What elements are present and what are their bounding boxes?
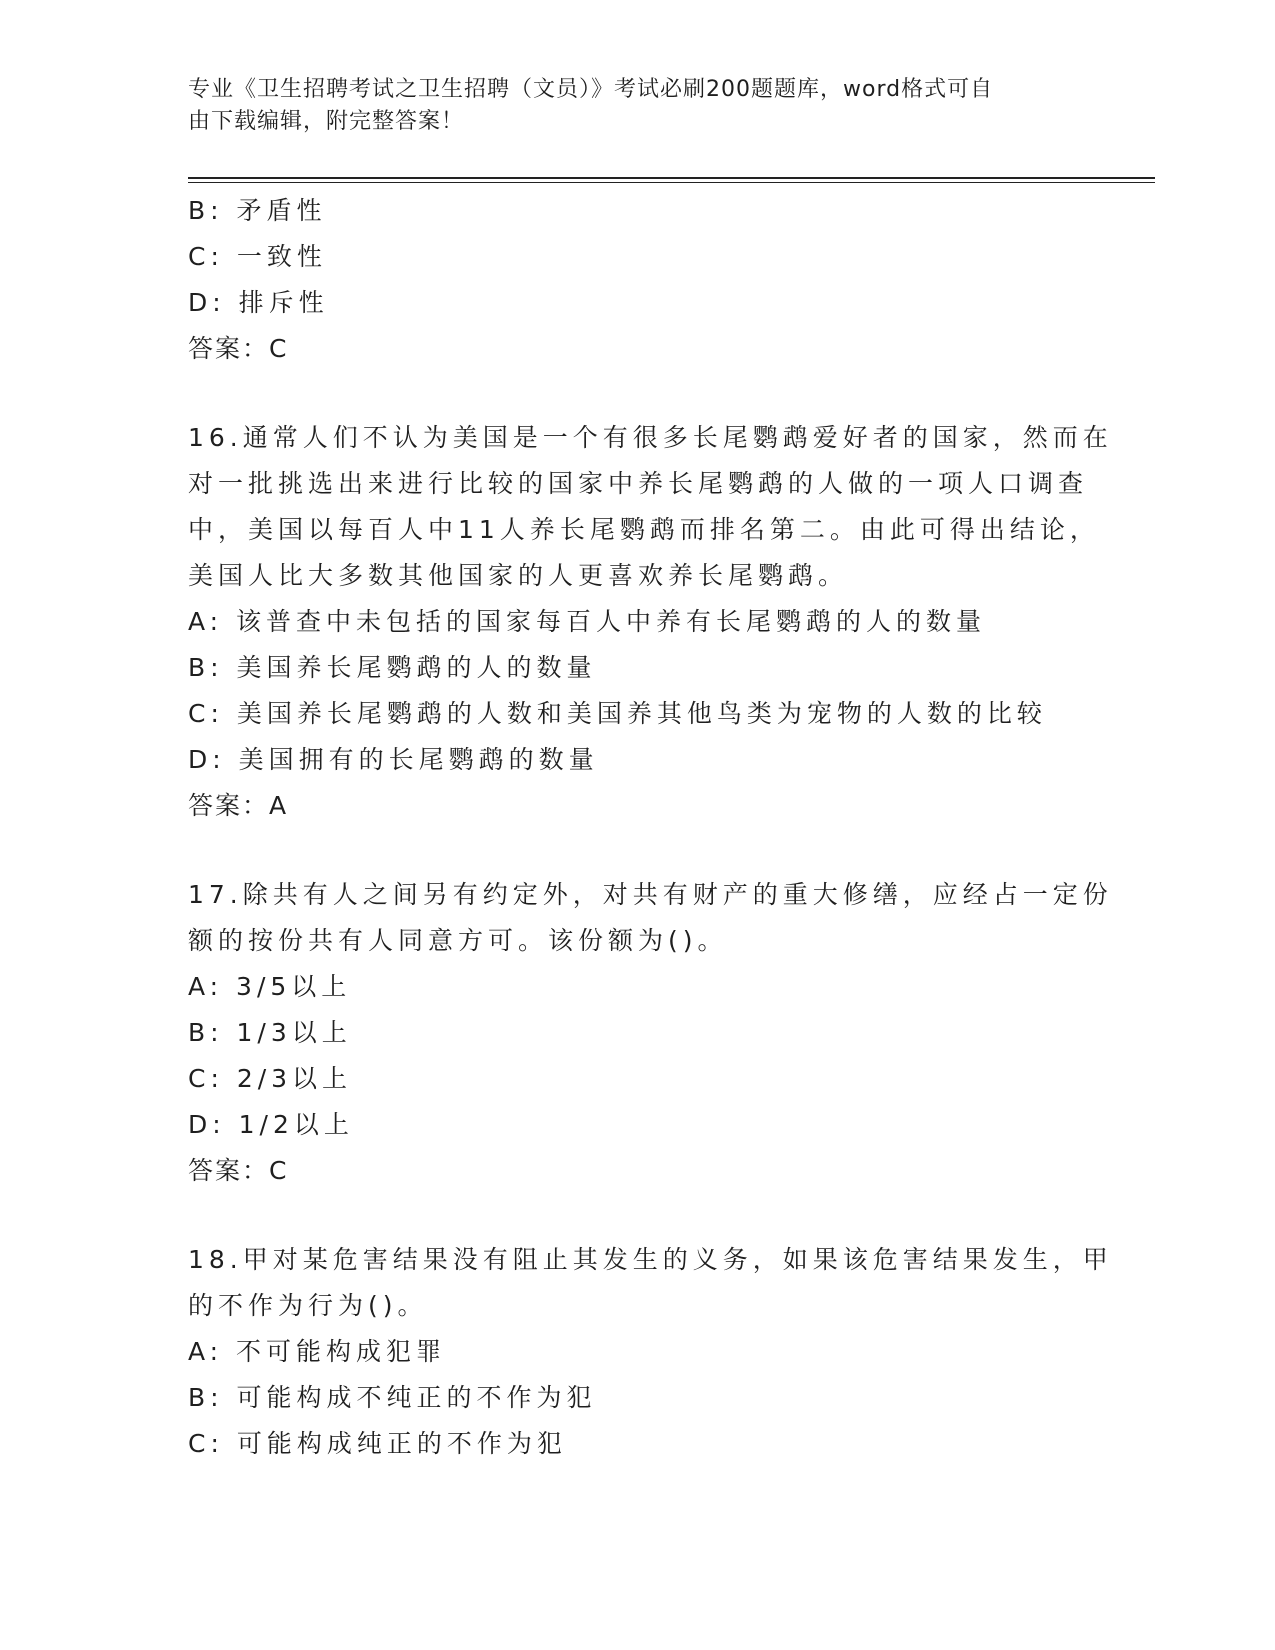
option-c: C: 一致性 [188, 242, 327, 271]
question-text-line: 对一批挑选出来进行比较的国家中养长尾鹦鹉的人做的一项人口调查 [188, 469, 1089, 498]
question-18 [188, 1237, 1113, 1467]
question-15-continued [188, 188, 1088, 372]
question-text-line: 的不作为行为()。 [188, 1291, 428, 1320]
page-header [188, 74, 1088, 138]
option-c: C: 2/3以上 [188, 1064, 353, 1093]
question-text-line: 中，美国以每百人中11人养长尾鹦鹉而排名第二。由此可得出结论， [188, 515, 1100, 544]
option-b: B: 1/3以上 [188, 1018, 352, 1047]
option-b: B: 矛盾性 [188, 196, 327, 225]
answer: 答案：C [188, 1156, 289, 1185]
option-a: A: 3/5以上 [188, 972, 352, 1001]
header-divider-thick [188, 177, 1155, 179]
question-list [188, 188, 1113, 1467]
option-a: A: 该普查中未包括的国家每百人中养有长尾鹦鹉的人的数量 [188, 607, 987, 636]
question-text-line: 额的按份共有人同意方可。该份额为()。 [188, 926, 728, 955]
question-17 [188, 872, 1113, 1194]
question-text-line: 17.除共有人之间另有约定外，对共有财产的重大修缮，应经占一定份 [188, 880, 1113, 909]
header-line-2: 由下载编辑，附完整答案！ [188, 109, 465, 134]
question-text-line: 18.甲对某危害结果没有阻止其发生的义务，如果该危害结果发生，甲 [188, 1245, 1113, 1274]
option-d: D: 美国拥有的长尾鹦鹉的数量 [188, 745, 599, 774]
question-text-line: 16.通常人们不认为美国是一个有很多长尾鹦鹉爱好者的国家，然而在 [188, 423, 1113, 452]
option-b: B: 可能构成不纯正的不作为犯 [188, 1383, 597, 1412]
option-d: D: 1/2以上 [188, 1110, 354, 1139]
answer: 答案：A [188, 791, 289, 820]
option-c: C: 可能构成纯正的不作为犯 [188, 1429, 567, 1458]
option-c: C: 美国养长尾鹦鹉的人数和美国养其他鸟类为宠物的人数的比较 [188, 699, 1047, 728]
answer: 答案：C [188, 334, 289, 363]
option-d: D: 排斥性 [188, 288, 329, 317]
option-b: B: 美国养长尾鹦鹉的人的数量 [188, 653, 597, 682]
question-text-line: 美国人比大多数其他国家的人更喜欢养长尾鹦鹉。 [188, 561, 849, 590]
header-line-1: 专业《卫生招聘考试之卫生招聘（文员）》考试必刷200题题库，word格式可自 [188, 77, 994, 102]
option-a: A: 不可能构成犯罪 [188, 1337, 447, 1366]
header-divider-thin [188, 182, 1155, 183]
question-16 [188, 415, 1113, 829]
